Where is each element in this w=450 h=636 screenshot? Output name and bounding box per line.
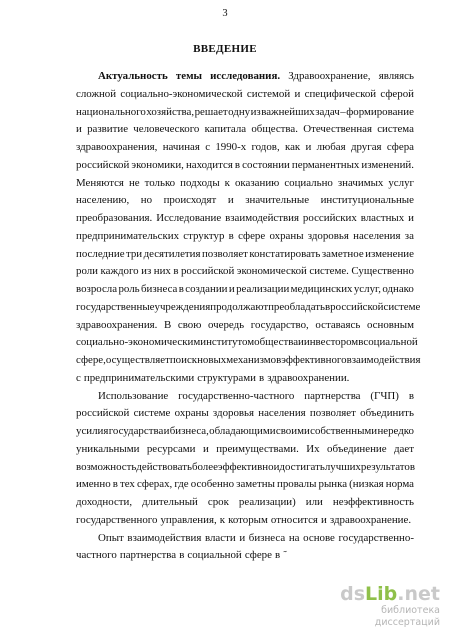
- word: важнейших: [261, 105, 315, 118]
- word: с: [205, 141, 211, 153]
- word: структур: [183, 229, 225, 242]
- word: с: [76, 371, 81, 384]
- word: инвестором: [303, 336, 359, 349]
- word: преобразования.: [76, 212, 153, 224]
- word: охраны: [269, 229, 304, 242]
- word: обладающими: [209, 425, 276, 437]
- word: Использование: [98, 389, 169, 402]
- word: общества: [254, 336, 299, 349]
- word: здравоохранении.: [267, 371, 350, 384]
- word: поиск: [169, 354, 198, 366]
- word: социально-экономическим: [76, 336, 201, 349]
- word: уникальными: [76, 442, 140, 455]
- word: тех: [119, 478, 135, 491]
- bold-word: исследования.: [210, 70, 281, 82]
- word: реализации): [238, 496, 296, 508]
- dslib-watermark: [320, 583, 440, 629]
- word: значимых: [337, 176, 384, 189]
- word: годов,: [251, 141, 280, 153]
- word: охраны: [174, 407, 209, 420]
- word: формирование: [346, 105, 414, 118]
- word: Опыт: [98, 531, 124, 544]
- dslib-logo: dsLib.net: [340, 583, 440, 605]
- word: срок: [207, 496, 229, 508]
- word: государственного: [76, 513, 158, 526]
- word: оказанию: [234, 176, 280, 189]
- word: эффективно: [217, 460, 274, 473]
- word: государственно-частного: [178, 389, 295, 402]
- word: создании: [185, 283, 228, 295]
- word: предпринимательских: [76, 229, 180, 242]
- word: и: [294, 87, 301, 100]
- text-line: [76, 441, 414, 459]
- word: результатов: [360, 460, 415, 473]
- word: услуг: [388, 176, 414, 189]
- word: возможность: [76, 460, 137, 473]
- word: российской: [76, 407, 130, 420]
- word: взаимодействия: [346, 354, 421, 366]
- word: усилия: [76, 425, 109, 437]
- word: относится: [270, 513, 318, 526]
- text-line: [76, 86, 414, 104]
- word: механизмов: [226, 354, 282, 366]
- text-line: [76, 104, 414, 122]
- word: продолжают: [210, 300, 269, 313]
- word: в: [325, 300, 331, 313]
- word: перманентных: [291, 158, 360, 171]
- word: власти: [204, 531, 236, 544]
- word: рынка: [318, 478, 348, 491]
- word: учреждения: [154, 300, 211, 313]
- word: российских: [302, 212, 357, 224]
- word: бизнеса: [140, 283, 178, 295]
- word: взаимодействия: [127, 531, 202, 544]
- body-text: [76, 68, 421, 565]
- word: и: [228, 283, 235, 295]
- word: структурами: [197, 371, 256, 384]
- word: в: [228, 229, 234, 242]
- word: на: [288, 531, 300, 544]
- text-line: [76, 246, 414, 264]
- text-line: [76, 263, 414, 281]
- word: которым: [228, 513, 268, 526]
- bold-word: темы: [175, 70, 202, 82]
- word: и: [305, 141, 312, 153]
- word: в: [112, 478, 118, 491]
- text-line: [76, 299, 421, 317]
- word: значительные: [245, 194, 310, 207]
- word: и: [298, 336, 304, 349]
- word: позволяет: [309, 407, 356, 420]
- word: населения: [258, 407, 306, 420]
- word: и: [239, 531, 246, 544]
- word: партнерства: [119, 549, 177, 562]
- word: сферой: [380, 87, 414, 100]
- word: ˜: [283, 549, 287, 562]
- word: государства: [108, 425, 164, 437]
- word: или: [305, 496, 323, 508]
- word: сложной: [76, 87, 117, 100]
- text-line: [76, 459, 414, 477]
- word: где: [174, 478, 189, 491]
- text-line: [76, 157, 414, 175]
- word: к: [219, 513, 226, 526]
- word: населения: [353, 229, 401, 242]
- word: и: [273, 460, 280, 473]
- word: здравоохранения,: [76, 141, 158, 153]
- word: своими: [275, 425, 310, 437]
- word: из: [141, 265, 152, 278]
- text-line: [76, 370, 414, 388]
- text-line: [76, 192, 414, 210]
- word: сфере: [244, 549, 272, 562]
- word: в: [178, 283, 184, 295]
- word: эффективного: [281, 354, 347, 366]
- word: социально-экономической: [120, 87, 243, 100]
- word: роли: [76, 265, 99, 278]
- word: и: [163, 425, 170, 437]
- word: более: [191, 460, 218, 473]
- word: специфической: [304, 87, 377, 100]
- text-line: [76, 530, 414, 548]
- word: 1990-х: [215, 141, 247, 153]
- word: как: [284, 141, 301, 153]
- word: состоянии: [242, 158, 290, 171]
- word: в: [258, 371, 265, 384]
- page-number: 3: [222, 8, 228, 19]
- word: последние: [76, 247, 125, 260]
- word: системе: [133, 407, 171, 420]
- word: бизнеса: [248, 531, 286, 544]
- word: длительный: [142, 496, 198, 508]
- word: провалы: [277, 478, 317, 491]
- bold-word: Актуальность: [98, 70, 168, 82]
- word: хозяйства,: [146, 105, 195, 118]
- text-line: [76, 317, 414, 335]
- word: одну: [228, 105, 251, 118]
- word: роль: [118, 283, 140, 295]
- text-line: [76, 228, 414, 246]
- word: ресурсами: [146, 442, 196, 455]
- word: бизнеса,: [169, 425, 209, 437]
- word: российской: [180, 265, 235, 278]
- word: позволяет: [201, 247, 248, 260]
- word: сфере: [238, 229, 266, 242]
- text-line: [76, 121, 414, 139]
- word: Отечественная: [303, 123, 372, 136]
- word: не: [128, 176, 140, 189]
- word: социально: [284, 176, 333, 189]
- word: доходности,: [76, 496, 133, 508]
- word: изменение: [365, 247, 414, 260]
- word: развитие: [87, 123, 129, 136]
- word: реализации: [236, 283, 290, 295]
- word: начиная: [162, 141, 200, 153]
- word: лучших: [324, 460, 361, 473]
- word: каждого: [100, 265, 139, 278]
- word: за: [404, 229, 414, 242]
- watermark-subtitle: библиотека диссертаций: [374, 605, 440, 628]
- word: российской: [330, 300, 384, 313]
- word: сфера: [386, 141, 414, 153]
- word: государственно-: [338, 531, 414, 544]
- word: очередь: [208, 318, 245, 331]
- text-line: [76, 547, 414, 565]
- text-line: [76, 334, 418, 352]
- word: сферах,: [136, 478, 173, 491]
- text-line: [76, 281, 414, 299]
- word: только: [144, 176, 176, 189]
- word: партнерства: [304, 389, 361, 402]
- section-title: ВВЕДЕНИЕ: [193, 43, 257, 55]
- word: населению,: [76, 194, 130, 207]
- word: десятилетия: [143, 247, 201, 260]
- word: услуг,: [353, 283, 381, 295]
- word: оставаясь: [315, 318, 361, 331]
- word: объединение: [327, 442, 387, 455]
- word: властных: [360, 212, 405, 224]
- word: В: [164, 318, 172, 331]
- word: задач: [315, 105, 340, 118]
- word: нередко: [377, 425, 414, 437]
- word: в: [173, 265, 179, 278]
- word: Исследование: [156, 212, 222, 224]
- word: Меняются: [76, 176, 124, 189]
- word: из: [250, 105, 261, 118]
- text-line: [76, 494, 414, 512]
- word: системе: [383, 300, 421, 313]
- text-line: [76, 476, 414, 494]
- word: Их: [306, 442, 320, 455]
- word: в: [234, 158, 241, 171]
- word: и: [320, 513, 327, 526]
- word: социальной: [363, 336, 418, 349]
- word: три: [125, 247, 143, 260]
- word: находится: [185, 158, 233, 171]
- word: основе: [303, 531, 335, 544]
- word: здравоохранения.: [76, 318, 158, 331]
- word: общества.: [251, 123, 298, 136]
- text-line: [76, 512, 414, 530]
- word: управления,: [160, 513, 217, 526]
- word: новых: [197, 354, 227, 366]
- word: норма: [385, 478, 414, 491]
- word: (низкая: [349, 478, 384, 491]
- word: государство,: [250, 318, 309, 331]
- word: них: [153, 265, 171, 278]
- word: медицинских: [290, 283, 353, 295]
- word: –: [340, 105, 346, 118]
- word: свою: [177, 318, 202, 331]
- word: национального: [76, 105, 146, 118]
- word: система: [377, 123, 414, 136]
- word: достигать: [279, 460, 325, 473]
- word: государственные: [76, 300, 155, 313]
- text-line: [76, 352, 421, 370]
- word: здоровья: [307, 229, 349, 242]
- text-line: [76, 423, 414, 441]
- word: в: [275, 549, 281, 562]
- word: дает: [393, 442, 414, 455]
- word: констатировать: [249, 247, 321, 260]
- word: заметное: [321, 247, 364, 260]
- word: возросла: [76, 283, 118, 295]
- word: любая: [316, 141, 346, 153]
- word: являясь: [378, 70, 414, 82]
- word: решает: [194, 105, 228, 118]
- word: особенно: [190, 478, 235, 491]
- word: Существенно: [351, 265, 414, 278]
- word: в: [358, 336, 364, 349]
- word: предпринимательскими: [83, 371, 195, 384]
- word: здоровья: [212, 407, 255, 420]
- word: неэффективность: [332, 496, 414, 508]
- word: однако: [382, 283, 414, 295]
- word: собственными: [310, 425, 378, 437]
- word: (ГЧП): [370, 389, 399, 402]
- word: капитала: [204, 123, 247, 136]
- word: Здравоохранение,: [288, 70, 371, 82]
- text-line: [76, 139, 414, 157]
- word: в: [179, 549, 185, 562]
- word: экономики,: [131, 158, 184, 171]
- text-line: [76, 175, 414, 193]
- word: взаимодействия: [225, 212, 299, 224]
- word: происходят: [163, 194, 217, 207]
- word: социальной: [187, 549, 242, 562]
- word: частного: [76, 549, 117, 562]
- word: экономической: [236, 265, 307, 278]
- word: изменений.: [361, 158, 414, 171]
- word: осуществляет: [105, 354, 170, 366]
- word: здравоохранение.: [329, 513, 412, 526]
- word: и: [202, 442, 209, 455]
- word: именно: [76, 478, 111, 491]
- text-line: [76, 210, 414, 228]
- word: в: [408, 389, 414, 402]
- word: сфере,: [76, 354, 106, 366]
- word: преобладать: [268, 300, 325, 313]
- word: подходы: [180, 176, 220, 189]
- word: к: [224, 176, 230, 189]
- word: системе.: [309, 265, 349, 278]
- word: российской: [76, 158, 130, 171]
- text-line: [76, 68, 414, 86]
- word: человеческого: [133, 123, 200, 136]
- word: другая: [350, 141, 382, 153]
- word: и: [76, 123, 82, 136]
- word: заметны: [236, 478, 275, 491]
- word: институциональные: [320, 194, 414, 207]
- word: основным: [366, 318, 414, 331]
- word: и: [408, 212, 414, 224]
- text-line: [76, 388, 414, 406]
- word: действовать: [136, 460, 192, 473]
- word: объединить: [360, 407, 414, 420]
- word: системой: [246, 87, 291, 100]
- word: институтом: [200, 336, 255, 349]
- word: но: [140, 194, 153, 207]
- word: и: [227, 194, 234, 207]
- text-line: [76, 405, 414, 423]
- word: преимуществами.: [216, 442, 299, 455]
